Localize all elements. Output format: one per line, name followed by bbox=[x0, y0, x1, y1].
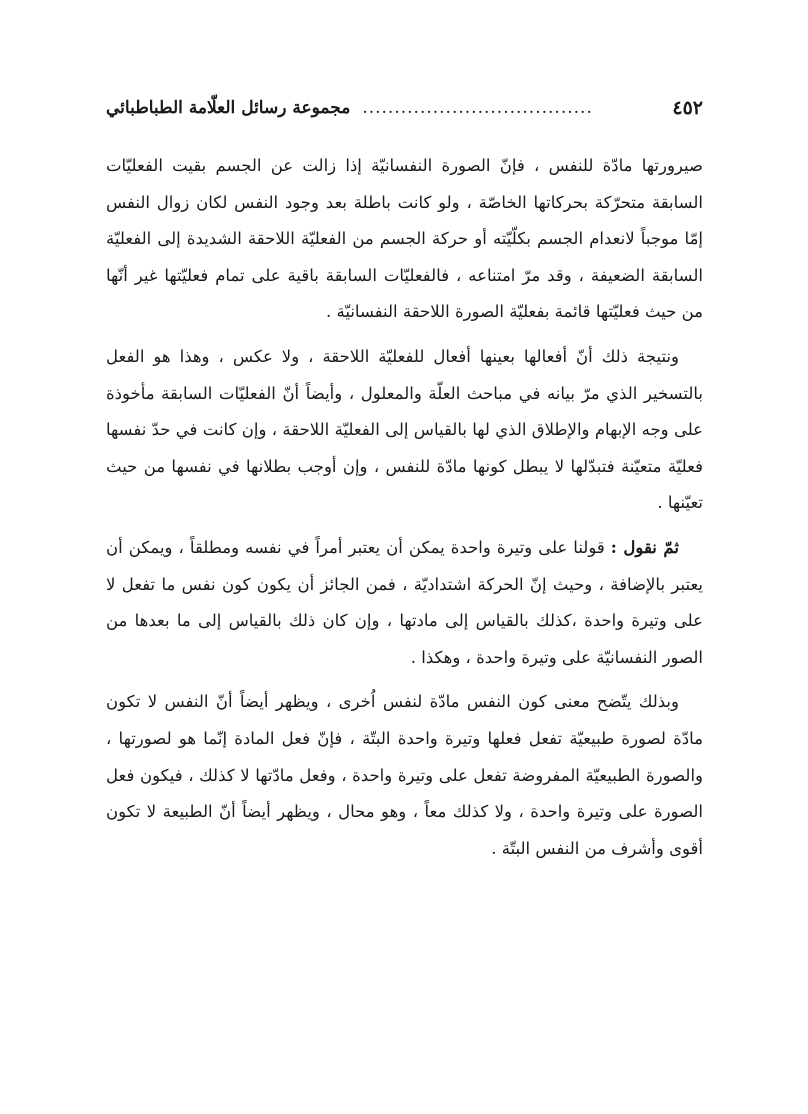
paragraph-2 bbox=[106, 339, 703, 522]
paragraph-4 bbox=[106, 684, 703, 867]
paragraph-3 bbox=[106, 530, 703, 676]
paragraph-text: ونتيجة ذلك أنّ أفعالها بعينها أفعال للفعليّة اللاحقة ، ولا عكس ، وهذا هو الفعل بالتسخير الذي مرّ بيانه في مباحث العلّة والمعلول ، وأيضاً أنّ الفعليّات السابقة مأخوذة على وجه الإبهام والإطلاق الذي لها بالقياس إلى الفعليّة اللاحقة ، وإن كانت في حدّ نفسها فعليّة متعيّنة فتبدّلها لا يبطل كونها مادّة للنفس ، وإن أوجب بطلانها في نفسها من حيث تعيّنها . bbox=[106, 346, 703, 513]
paragraph-lead: ثمّ نقول : bbox=[610, 537, 679, 557]
running-title: مجموعة رسائل العلّامة الطباطبائي bbox=[106, 98, 351, 118]
paragraph-1 bbox=[106, 148, 703, 331]
leader-dots: .................................... bbox=[362, 98, 593, 118]
page-number: ٤٥٢ bbox=[672, 97, 703, 119]
paragraph-text: صيرورتها مادّة للنفس ، فإنّ الصورة النفسانيّة إذا زالت عن الجسم بقيت الفعليّات السابقة متحرّكة بحركاتها الخاصّة ، ولو كانت باطلة بعد وجود النفس لكان زوال النفس إمّا موجباً لانعدام الجسم بكلّيّته أو حركة الجسم من الفعليّة اللاحقة الشديدة إلى الفعليّة السابقة الضعيفة ، وقد مرّ امتناعه ، فالفعليّات السابقة باقية على تمام فعليّتها غير أنّها من حيث فعليّتها قائمة بفعليّة الصورة اللاحقة النفسانيّة . bbox=[106, 156, 703, 322]
paragraph-text: قولنا على وتيرة واحدة يمكن أن يعتبر أمراً في نفسه ومطلقاً ، ويمكن أن يعتبر بالإضافة ، وحيث إنّ الحركة اشتداديّة ، فمن الجائز أن يكون كون نفس ما تفعل لا على وتيرة واحدة ،كذلك بالقياس إلى مادتها ، وإن كان ذلك بالقياس إلى ما بعدها من الصور النفسانيّة على وتيرة واحدة ، وهكذا . bbox=[106, 537, 703, 667]
main-text bbox=[106, 148, 703, 875]
running-title-group bbox=[106, 98, 593, 118]
paragraph-text: وبذلك يتّضح معنى كون النفس مادّة لنفس اُخرى ، ويظهر أيضاً أنّ النفس لا تكون مادّة لصورة طبيعيّة تفعل فعلها وتيرة واحدة البتّة ، فإنّ فعل المادة إنّما هو لصورتها ، والصورة الطبيعيّة المفروضة تفعل على وتيرة واحدة ، وفعل مادّتها لا كذلك ، فيكون فعل الصورة على وتيرة واحدة ، ولا كذلك معاً ، وهو محال ، ويظهر أيضاً أنّ الطبيعة لا تكون أقوى وأشرف من النفس البتّة . bbox=[106, 692, 703, 858]
page-header bbox=[106, 92, 703, 124]
